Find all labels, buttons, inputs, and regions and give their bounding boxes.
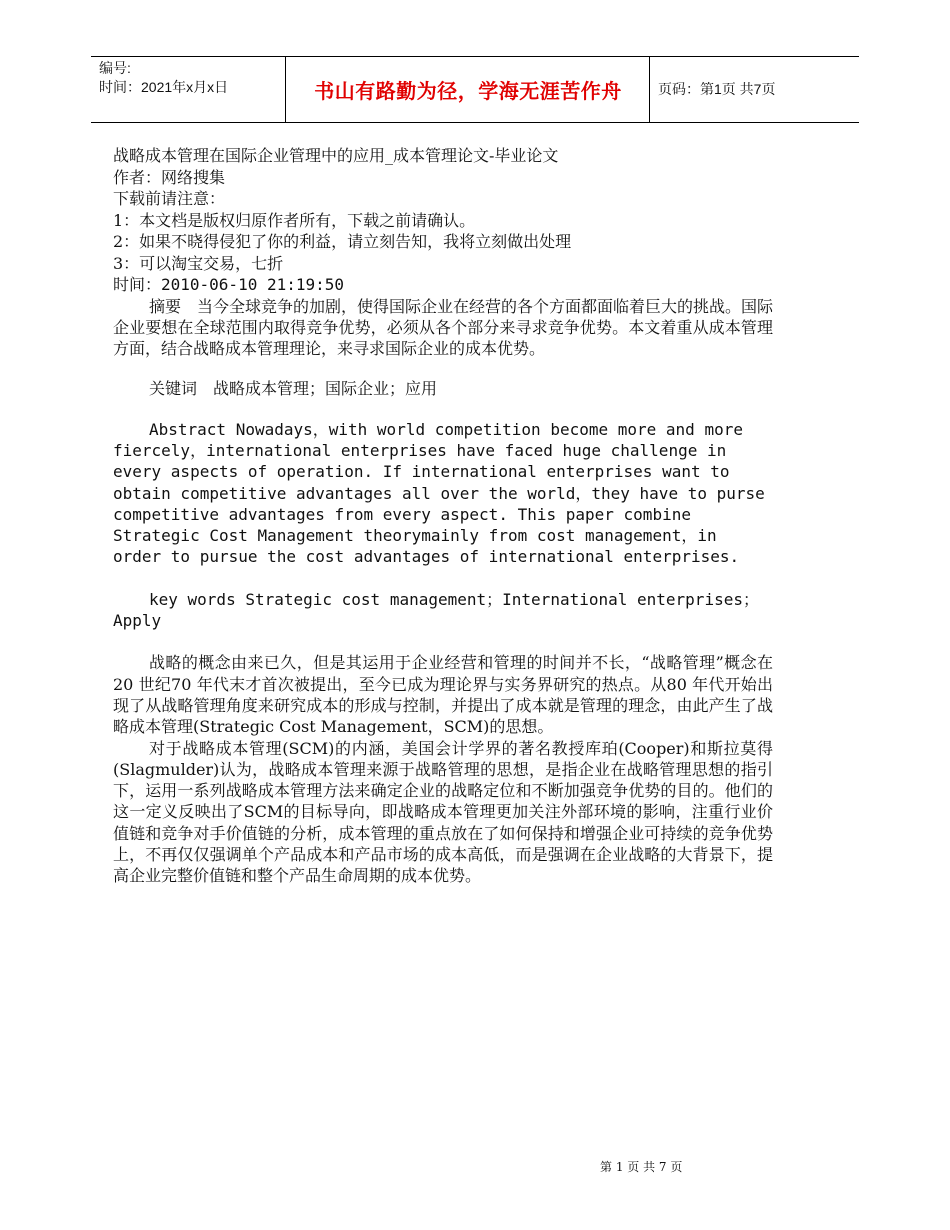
document-header	[91, 56, 859, 123]
abstract-en: Abstract Nowadays，with world competition become more and more fiercely，international enterprises have faced huge challenge in every aspects of operation. If international enterprises want to obtain competitive advantages all over the world，they have to purse competitive advantages from every aspect. This paper combine Strategic Cost Management theorymainly from cost management，in order to pursue the cost advantages of international enterprises.	[113, 419, 765, 567]
keywords-cn: 关键词 战略成本管理；国际企业；应用	[149, 379, 438, 399]
notice-heading: 下载前请注意：	[113, 189, 226, 208]
body-paragraph: 战略的概念由来已久，但是其运用于企业经营和管理的时间并不长，“战略管理”概念在20 世纪70 年代末才首次被提出，至今已成为理论界与实务界研究的热点。从80 年代开始出现了从战略管理角度来研究成本的形成与控制，并提出了成本就是管理的理念，由此产生了战略成本管理(Strategic Cost Management，SCM)的思想。	[113, 653, 773, 737]
header-page-info: 页码：第1页 共7页	[658, 81, 776, 97]
doc-timestamp: 时间：2010-06-10 21:19:50	[113, 275, 345, 294]
header-divider	[649, 57, 650, 122]
header-divider	[285, 57, 286, 122]
doc-author: 作者：网络搜集	[113, 167, 226, 187]
body-paragraph: 对于战略成本管理(SCM)的内涵，美国会计学界的著名教授库珀(Cooper)和斯拉莫得(Slagmulder)认为，战略成本管理来源于战略管理的思想，是指企业在战略管理思想的指引下，运用一系列战略成本管理方法来确定企业的战略定位和不断加强竞争优势的目的。他们的这一定义反映出了SCM的目标导向，即战略成本管理更加关注外部环境的影响，注重行业价值链和竞争对手价值链的分析，成本管理的重点放在了如何保持和增强企业可持续的竞争优势上，不再仅仅强调单个产品成本和产品市场的成本高低，而是强调在企业战略的大背景下，提高企业完整价值链和整个产品生命周期的成本优势。	[113, 738, 773, 886]
header-motto: 书山有路勤为径，学海无涯苦作舟	[314, 79, 622, 103]
page-footer: 第 1 页 共 7 页	[600, 1160, 683, 1174]
notice-item: 3：可以淘宝交易，七折	[113, 253, 284, 273]
notice-item: 1：本文档是版权归原作者所有，下载之前请确认。	[113, 210, 476, 230]
time-label: 时间：2021年x月x日	[99, 79, 229, 95]
keywords-en: key words Strategic cost management；International enterprises；Apply	[113, 589, 759, 631]
notice-item: 2：如果不晓得侵犯了你的利益，请立刻告知，我将立刻做出处理	[113, 232, 572, 251]
abstract-cn: 摘要 当今全球竞争的加剧，使得国际企业在经营的各个方面都面临着巨大的挑战。国际企业要想在全球范围内取得竞争优势，必须从各个部分来寻求竞争优势。本文着重从成本管理方面，结合战略成本管理理论，来寻求国际企业的成本优势。	[113, 296, 774, 359]
document-body	[113, 145, 773, 887]
doc-title: 战略成本管理在国际企业管理中的应用_成本管理论文-毕业论文	[113, 146, 559, 165]
header-meta	[99, 59, 228, 97]
number-label: 编号:	[99, 60, 131, 76]
